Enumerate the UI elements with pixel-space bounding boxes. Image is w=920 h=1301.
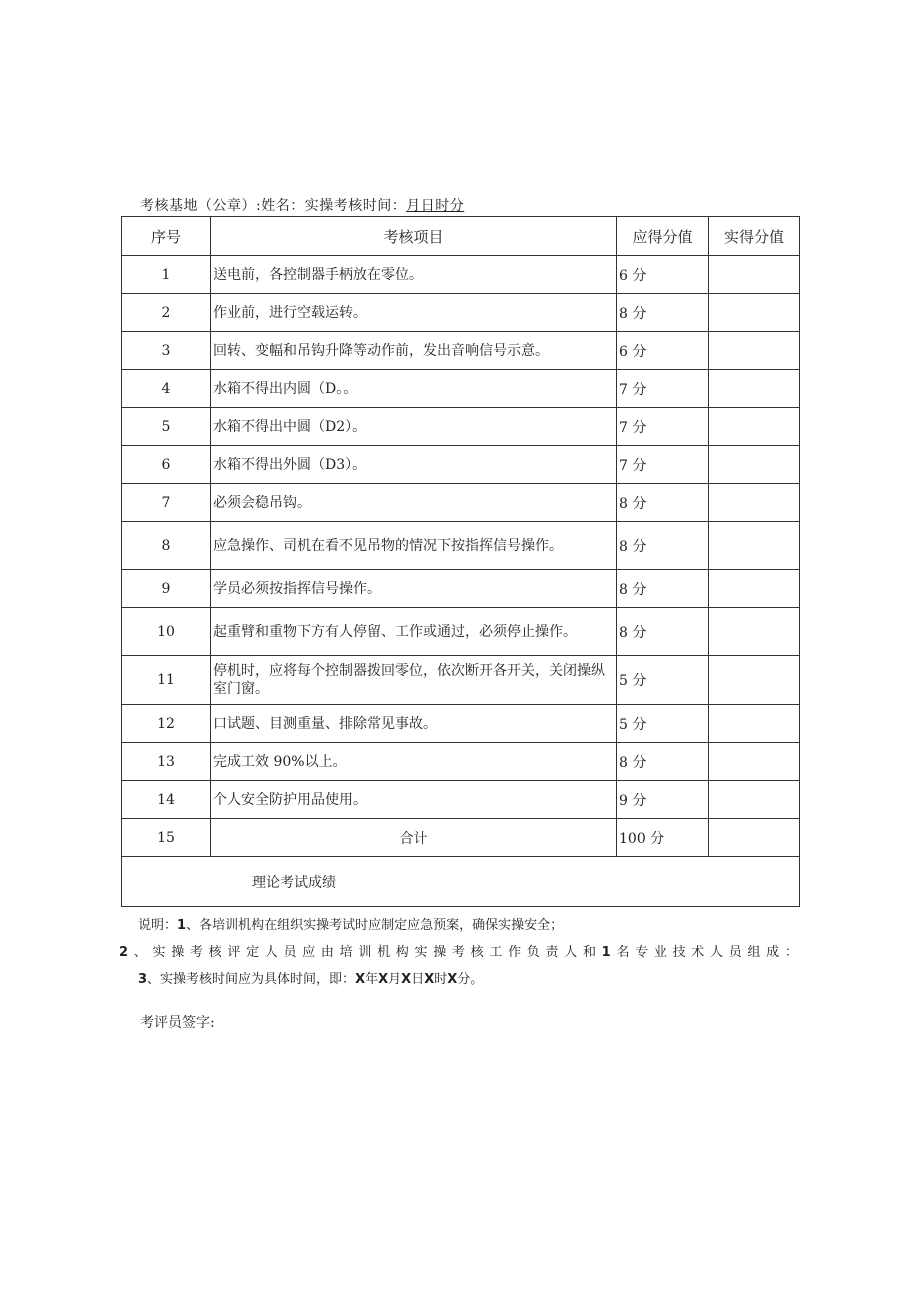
row-item: 停机时，应将每个控制器拨回零位，依次断开各开关，关闭操纵室门窗。: [211, 656, 617, 705]
table-row: [122, 743, 800, 781]
note-text: 、各培训机构在组织实操考试时应制定应急预案，确保实操安全；: [186, 918, 564, 933]
row-no: 11: [122, 656, 211, 705]
row-no: 2: [122, 294, 211, 332]
row-item: 作业前，进行空载运转。: [211, 294, 617, 332]
row-item: 送电前，各控制器手柄放在零位。: [211, 256, 617, 294]
note-text: 名专业技术人员组成：: [613, 945, 801, 960]
row-points: 7 分: [617, 446, 709, 484]
row-points: 7 分: [617, 370, 709, 408]
note-text: 、实操考核时间应为具体时间，即：: [147, 972, 356, 987]
table-row: [122, 484, 800, 522]
total-actual[interactable]: [709, 819, 800, 857]
table-header-row: [122, 217, 800, 256]
row-item: 口试题、目测重量、排除常见事故。: [211, 705, 617, 743]
row-points: 6 分: [617, 332, 709, 370]
row-item: 必须会稳吊钩。: [211, 484, 617, 522]
col-header-actual: 实得分值: [709, 217, 800, 256]
row-no: 12: [122, 705, 211, 743]
placeholder-x: X: [447, 972, 458, 987]
row-actual[interactable]: [709, 781, 800, 819]
row-item: 水箱不得出中圆（D2）。: [211, 408, 617, 446]
table-row: [122, 570, 800, 608]
note-num: 3: [138, 972, 148, 987]
theory-score-label: 理论考试成绩: [122, 857, 800, 907]
unit-minute: 分。: [457, 972, 484, 987]
table-row: [122, 656, 800, 705]
row-no: 8: [122, 522, 211, 570]
row-points: 8 分: [617, 570, 709, 608]
header-line: [140, 195, 464, 215]
table-row: [122, 408, 800, 446]
unit-month: 月: [388, 972, 402, 987]
col-header-no: 序号: [122, 217, 211, 256]
row-no: 10: [122, 608, 211, 656]
header-prefix: 考核基地（公章）:姓名：实操考核时间：: [140, 198, 407, 214]
table-row: [122, 705, 800, 743]
row-actual[interactable]: [709, 570, 800, 608]
note-line-2: [119, 939, 801, 966]
unit-year: 年: [365, 972, 379, 987]
row-actual[interactable]: [709, 743, 800, 781]
row-item: 回转、变幅和吊钩升降等动作前，发出音响信号示意。: [211, 332, 617, 370]
table-row: [122, 608, 800, 656]
note-text: 、实操考核评定人员应由培训机构实操考核工作负责人和: [131, 945, 602, 960]
row-actual[interactable]: [709, 522, 800, 570]
row-no: 1: [122, 256, 211, 294]
note-num: 1: [601, 945, 614, 960]
note-num: 1: [177, 918, 187, 933]
theory-score-row: [122, 857, 800, 907]
row-points: 6 分: [617, 256, 709, 294]
note-line-3: [121, 966, 801, 993]
unit-hour: 时: [434, 972, 448, 987]
row-item: 起重臂和重物下方有人停留、工作或通过，必须停止操作。: [211, 608, 617, 656]
row-points: 8 分: [617, 294, 709, 332]
examiner-signature-label: 考评员签字:: [140, 1015, 215, 1031]
table-row: [122, 522, 800, 570]
row-item: 完成工效 90%以上。: [211, 743, 617, 781]
table-row: [122, 781, 800, 819]
row-item: 学员必须按指挥信号操作。: [211, 570, 617, 608]
row-actual[interactable]: [709, 294, 800, 332]
row-no: 3: [122, 332, 211, 370]
row-actual[interactable]: [709, 332, 800, 370]
row-actual[interactable]: [709, 408, 800, 446]
col-header-item: 考核项目: [211, 217, 617, 256]
row-points: 8 分: [617, 743, 709, 781]
table-row: [122, 446, 800, 484]
unit-day: 日: [411, 972, 425, 987]
total-label: 合计: [211, 819, 617, 857]
placeholder-x: X: [355, 972, 366, 987]
exam-time-field: 月日时分: [406, 198, 465, 214]
row-actual[interactable]: [709, 656, 800, 705]
row-points: 8 分: [617, 484, 709, 522]
row-no: 9: [122, 570, 211, 608]
total-row: [122, 819, 800, 857]
row-actual[interactable]: [709, 484, 800, 522]
row-actual[interactable]: [709, 370, 800, 408]
row-actual[interactable]: [709, 446, 800, 484]
row-points: 8 分: [617, 608, 709, 656]
table-row: [122, 332, 800, 370]
row-no: 6: [122, 446, 211, 484]
row-points: 7 分: [617, 408, 709, 446]
placeholder-x: X: [401, 972, 412, 987]
row-item: 应急操作、司机在看不见吊物的情况下按指挥信号操作。: [211, 522, 617, 570]
note-num: 2: [119, 945, 132, 960]
note-prefix: 说明：: [138, 918, 178, 933]
row-no: 7: [122, 484, 211, 522]
row-actual[interactable]: [709, 608, 800, 656]
note-line-1: [121, 912, 801, 939]
table-row: [122, 294, 800, 332]
placeholder-x: X: [378, 972, 389, 987]
table-row: [122, 256, 800, 294]
score-table: [121, 216, 800, 907]
row-no: 5: [122, 408, 211, 446]
row-no: 13: [122, 743, 211, 781]
row-points: 5 分: [617, 656, 709, 705]
row-item: 水箱不得出外圆（D3）。: [211, 446, 617, 484]
row-no: 4: [122, 370, 211, 408]
row-item: 水箱不得出内圆（D。。: [211, 370, 617, 408]
table-row: [122, 370, 800, 408]
placeholder-x: X: [424, 972, 435, 987]
row-item: 个人安全防护用品使用。: [211, 781, 617, 819]
row-actual[interactable]: [709, 705, 800, 743]
notes: [121, 912, 801, 993]
total-no: 15: [122, 819, 211, 857]
total-points: 100 分: [617, 819, 709, 857]
row-points: 8 分: [617, 522, 709, 570]
row-actual[interactable]: [709, 256, 800, 294]
row-points: 9 分: [617, 781, 709, 819]
row-points: 5 分: [617, 705, 709, 743]
col-header-points: 应得分值: [617, 217, 709, 256]
row-no: 14: [122, 781, 211, 819]
